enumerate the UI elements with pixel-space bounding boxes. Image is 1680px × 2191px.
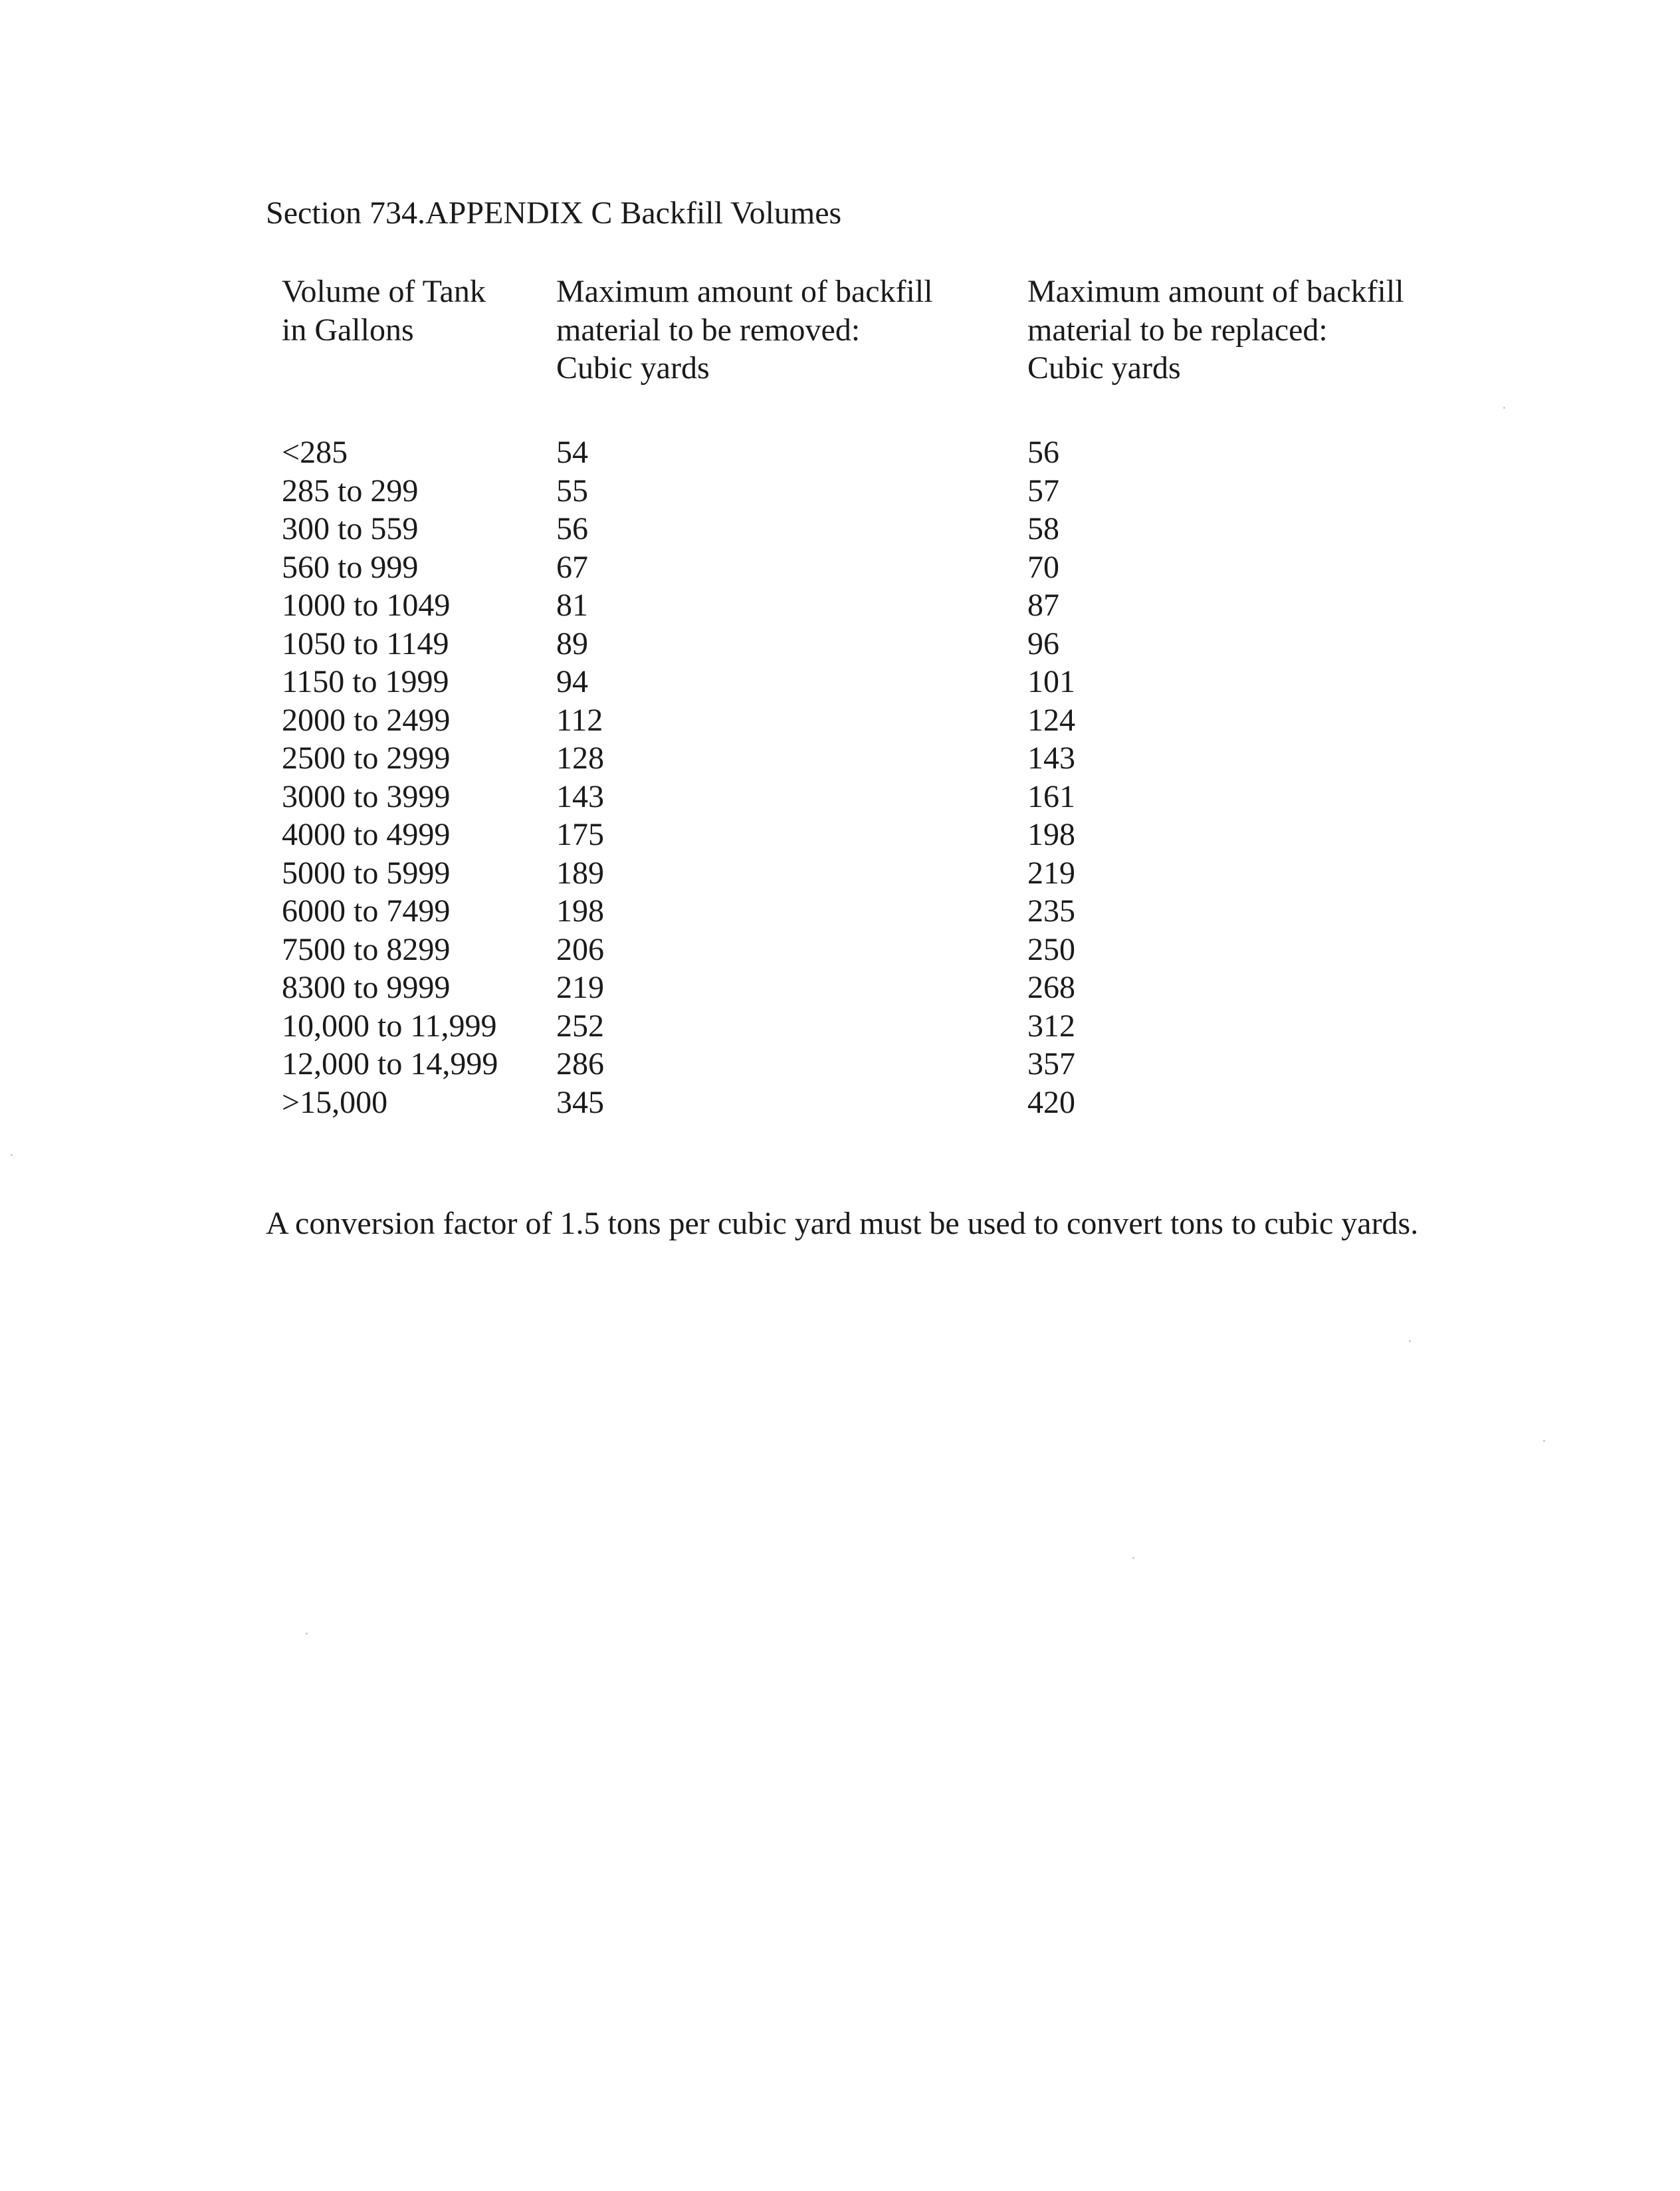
removed-cell: 89 bbox=[556, 626, 588, 661]
header-replaced-line-1: Maximum amount of backfill bbox=[1027, 274, 1404, 309]
scan-speck bbox=[1409, 1340, 1411, 1342]
header-removed-line-3: Cubic yards bbox=[556, 350, 710, 386]
volume-cell: 10,000 to 11,999 bbox=[282, 1008, 497, 1044]
header-volume-line-1: Volume of Tank bbox=[282, 274, 486, 309]
scan-speck bbox=[1503, 407, 1505, 409]
removed-cell: 143 bbox=[556, 778, 604, 814]
removed-cell: 198 bbox=[556, 893, 604, 929]
replaced-cell: 161 bbox=[1027, 778, 1075, 814]
header-replaced-line-3: Cubic yards bbox=[1027, 350, 1181, 386]
volume-cell: <285 bbox=[282, 435, 348, 470]
removed-cell: 54 bbox=[556, 435, 588, 470]
removed-cell: 175 bbox=[556, 817, 604, 852]
volume-cell: 3000 to 3999 bbox=[282, 778, 451, 814]
replaced-cell: 124 bbox=[1027, 702, 1075, 738]
volume-cell: 4000 to 4999 bbox=[282, 817, 451, 852]
volume-cell: 7500 to 8299 bbox=[282, 931, 451, 967]
volume-cell: 5000 to 5999 bbox=[282, 855, 451, 891]
volume-cell: 2500 to 2999 bbox=[282, 741, 451, 776]
volume-column bbox=[282, 433, 534, 1121]
removed-cell: 128 bbox=[556, 741, 604, 776]
replaced-cell: 420 bbox=[1027, 1084, 1075, 1120]
replaced-cell: 143 bbox=[1027, 741, 1075, 776]
removed-cell: 206 bbox=[556, 931, 604, 967]
replaced-cell: 312 bbox=[1027, 1008, 1075, 1044]
removed-cell: 81 bbox=[556, 588, 588, 623]
replaced-cell: 70 bbox=[1027, 549, 1059, 585]
volume-cell: 285 to 299 bbox=[282, 473, 419, 509]
replaced-cell: 198 bbox=[1027, 817, 1075, 852]
removed-cell: 94 bbox=[556, 664, 588, 699]
scan-speck bbox=[1132, 1557, 1134, 1559]
volume-cell: 12,000 to 14,999 bbox=[282, 1046, 498, 1082]
removed-cell: 67 bbox=[556, 549, 588, 585]
section-title: Section 734.APPENDIX C Backfill Volumes bbox=[266, 195, 842, 231]
removed-cell: 345 bbox=[556, 1084, 604, 1120]
replaced-cell: 56 bbox=[1027, 435, 1059, 470]
removed-cell: 56 bbox=[556, 511, 588, 546]
header-replaced bbox=[1027, 273, 1479, 388]
replaced-cell: 357 bbox=[1027, 1046, 1075, 1082]
removed-cell: 112 bbox=[556, 702, 603, 738]
volume-cell: 2000 to 2499 bbox=[282, 702, 451, 738]
volume-cell: 1000 to 1049 bbox=[282, 588, 451, 623]
header-removed-line-2: material to be removed: bbox=[556, 312, 861, 348]
volume-cell: 1150 to 1999 bbox=[282, 664, 449, 699]
header-volume-line-2: in Gallons bbox=[282, 312, 414, 348]
header-removed-line-1: Maximum amount of backfill bbox=[556, 274, 933, 309]
volume-cell: 8300 to 9999 bbox=[282, 970, 451, 1005]
replaced-cell: 250 bbox=[1027, 931, 1075, 967]
replaced-cell: 58 bbox=[1027, 511, 1059, 546]
volume-cell: 560 to 999 bbox=[282, 549, 419, 585]
removed-cell: 55 bbox=[556, 473, 588, 509]
replaced-cell: 57 bbox=[1027, 473, 1059, 509]
volume-cell: 6000 to 7499 bbox=[282, 893, 451, 929]
removed-column bbox=[556, 433, 1008, 1121]
replaced-cell: 235 bbox=[1027, 893, 1075, 929]
scan-speck bbox=[1543, 1440, 1545, 1442]
header-volume bbox=[282, 273, 534, 349]
replaced-cell: 101 bbox=[1027, 664, 1075, 699]
header-removed bbox=[556, 273, 1008, 388]
volume-cell: 1050 to 1149 bbox=[282, 626, 449, 661]
removed-cell: 252 bbox=[556, 1008, 604, 1044]
removed-cell: 286 bbox=[556, 1046, 604, 1082]
volume-cell: 300 to 559 bbox=[282, 511, 419, 546]
replaced-cell: 219 bbox=[1027, 855, 1075, 891]
header-replaced-line-2: material to be replaced: bbox=[1027, 312, 1328, 348]
replaced-column bbox=[1027, 433, 1479, 1121]
conversion-note: A conversion factor of 1.5 tons per cubic yard must be used to convert tons to cubic yards. bbox=[266, 1206, 1419, 1241]
replaced-cell: 87 bbox=[1027, 588, 1059, 623]
removed-cell: 189 bbox=[556, 855, 604, 891]
replaced-cell: 268 bbox=[1027, 970, 1075, 1005]
volume-cell: >15,000 bbox=[282, 1084, 388, 1120]
replaced-cell: 96 bbox=[1027, 626, 1059, 661]
scan-speck bbox=[306, 1633, 308, 1635]
removed-cell: 219 bbox=[556, 970, 604, 1005]
scan-speck bbox=[11, 1154, 13, 1156]
